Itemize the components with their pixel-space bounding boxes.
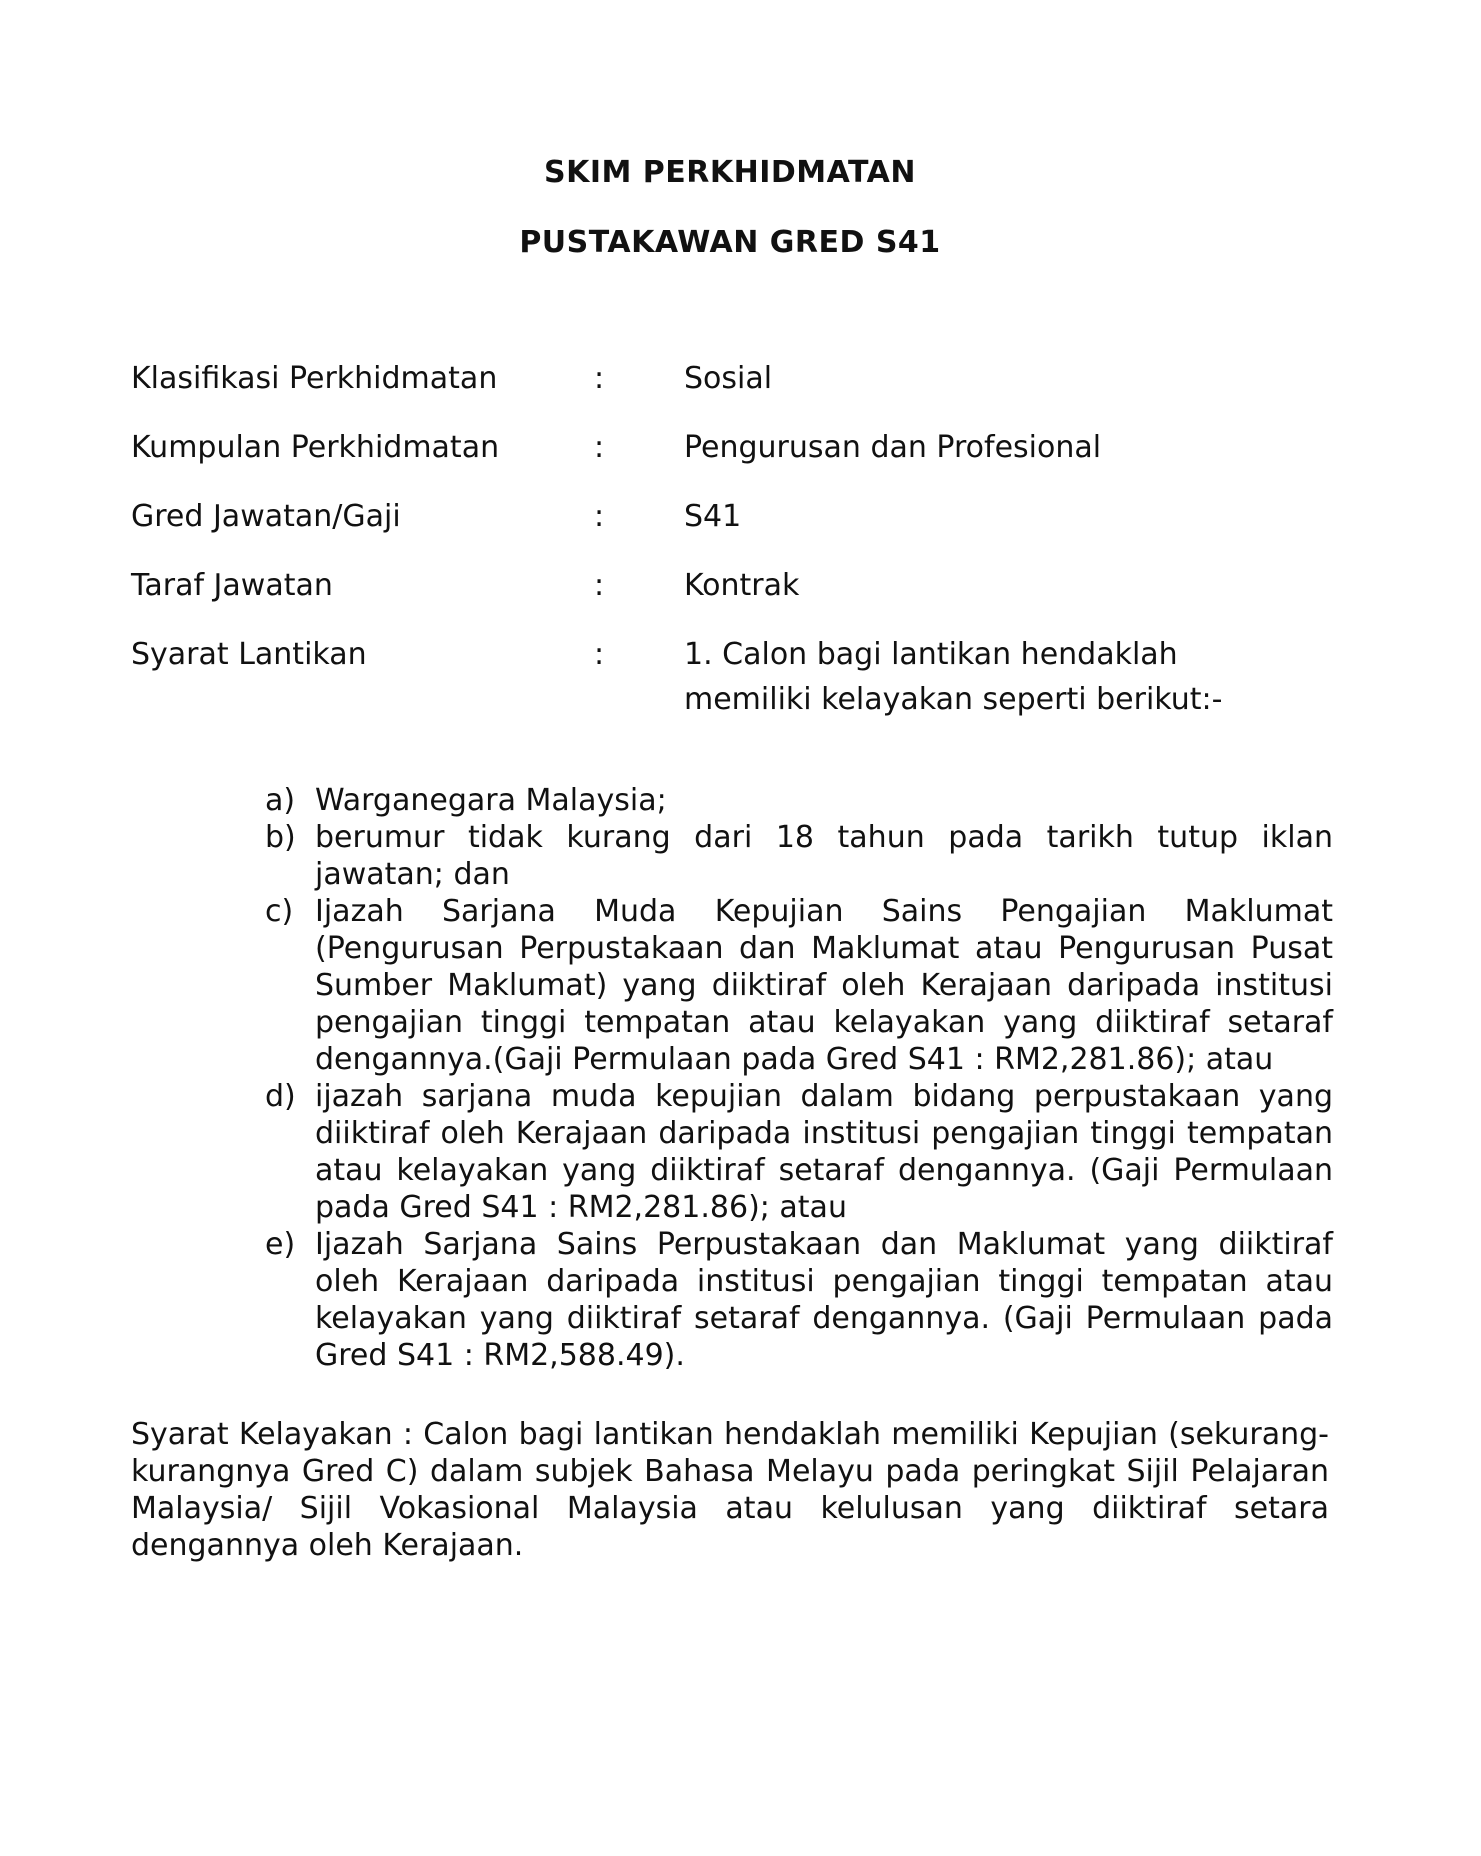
info-value: S41 <box>684 499 742 534</box>
list-item <box>265 1226 1333 1374</box>
list-marker: e) <box>265 1227 296 1262</box>
info-label: Syarat Lantikan <box>131 637 367 672</box>
list-marker: d) <box>265 1079 296 1114</box>
list-item-text: berumur tidak kurang dari 18 tahun pada tarikh tutup iklan jawatan; dan <box>315 820 1333 892</box>
info-row-klasifikasi <box>131 356 1331 436</box>
info-label: Gred Jawatan/Gaji <box>131 499 401 534</box>
document-title: SKIM PERKHIDMATAN <box>543 155 916 190</box>
list-marker: a) <box>265 783 296 818</box>
list-item-text: Ijazah Sarjana Sains Perpustakaan dan Maklumat yang diiktiraf oleh Kerajaan daripada institusi pengajian tinggi tempatan atau kelayakan yang diiktiraf setaraf dengannya. (Gaji Permulaan pada Gred S41 : RM2,588.49). <box>315 1227 1333 1373</box>
info-value: Pengurusan dan Profesional <box>684 430 1102 465</box>
syarat-kelayakan-paragraph: Syarat Kelayakan : Calon bagi lantikan hendaklah memiliki Kepujian (sekurang-kurangnya Gred C) dalam subjek Bahasa Melayu pada peringkat Sijil Pelajaran Malaysia/ Sijil Vokasional Malaysia atau kelulusan yang diiktiraf setara dengannya oleh Kerajaan. <box>131 1417 1329 1563</box>
info-colon: : <box>594 499 605 534</box>
list-item <box>265 893 1333 1078</box>
info-colon: : <box>594 361 605 396</box>
info-value: 1. Calon bagi lantikan hendaklah memiliki kelayakan seperti berikut:- <box>684 637 1223 717</box>
info-colon: : <box>594 430 605 465</box>
info-label: Taraf Jawatan <box>131 568 333 603</box>
info-row-taraf <box>131 563 1331 643</box>
info-label: Klasifikasi Perkhidmatan <box>131 361 498 396</box>
list-item <box>265 1078 1333 1226</box>
qualification-list <box>265 782 1333 1374</box>
info-colon: : <box>594 568 605 603</box>
info-row-kumpulan <box>131 425 1331 505</box>
document-subtitle: PUSTAKAWAN GRED S41 <box>519 225 941 260</box>
list-item <box>265 782 1333 819</box>
list-marker: b) <box>265 820 296 855</box>
list-item-text: Warganegara Malaysia; <box>315 783 667 818</box>
list-item-text: Ijazah Sarjana Muda Kepujian Sains Pengajian Maklumat (Pengurusan Perpustakaan dan Maklumat atau Pengurusan Pusat Sumber Maklumat) yang diiktiraf oleh Kerajaan daripada institusi pengajian tinggi tempatan atau kelayakan yang diiktiraf setaraf dengannya.(Gaji Permulaan pada Gred S41 : RM2,281.86); atau <box>315 894 1333 1077</box>
info-colon: : <box>594 637 605 672</box>
list-item-text: ijazah sarjana muda kepujian dalam bidang perpustakaan yang diiktiraf oleh Kerajaan daripada institusi pengajian tinggi tempatan atau kelayakan yang diiktiraf setaraf dengannya. (Gaji Permulaan pada Gred S41 : RM2,281.86); atau <box>315 1079 1333 1225</box>
info-row-gred <box>131 494 1331 574</box>
info-row-syarat-lantikan <box>131 632 1331 732</box>
info-value: Kontrak <box>684 568 800 603</box>
info-label: Kumpulan Perkhidmatan <box>131 430 500 465</box>
list-item <box>265 819 1333 893</box>
info-value: Sosial <box>684 361 773 396</box>
list-marker: c) <box>265 894 294 929</box>
